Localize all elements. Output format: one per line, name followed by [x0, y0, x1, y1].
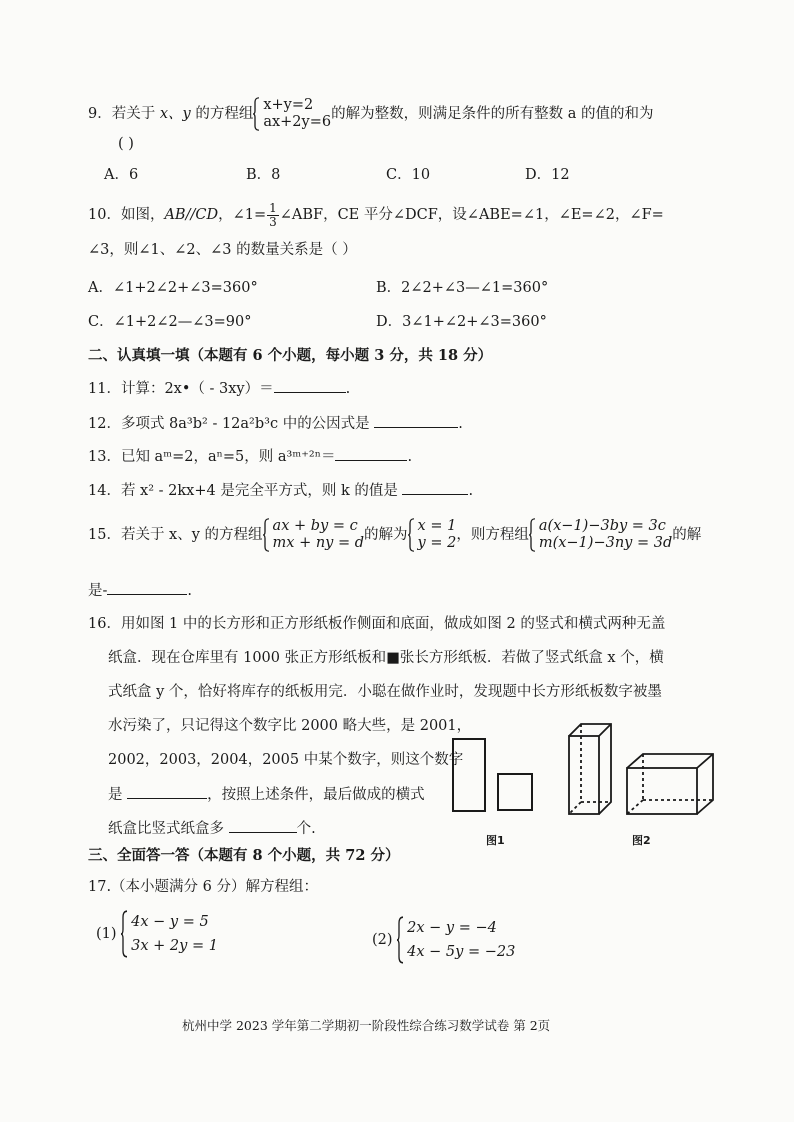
q14-answer-blank[interactable] — [402, 480, 468, 495]
q15-prefix: 15．若关于 x、y 的方程组 — [88, 527, 263, 543]
q10-angle1: ，∠1= — [218, 207, 267, 223]
q9-equation-system — [253, 97, 331, 131]
question-15 — [88, 512, 701, 558]
q17-part2-system — [397, 916, 515, 964]
question-17-title: 17.（本小题满分 6 分）解方程组： — [88, 879, 319, 895]
brace-icon — [408, 518, 415, 552]
q16-line2: 纸盒．现在仓库里有 1000 张正方形纸板和■张长方形纸板．若做了竖式纸盒 x 个，横 — [108, 650, 664, 666]
fig1-caption: 图1 — [486, 834, 505, 847]
q17-part1-label: (1) — [96, 926, 117, 942]
q9-option-d: D．12 — [525, 167, 570, 183]
q15-answer-prefix: 是- — [88, 583, 108, 599]
q16-line5: 2002，2003，2004，2005 中某个数字，则这个数字 — [108, 752, 464, 768]
q13-text: 13．已知 aᵐ=2，aⁿ=5，则 a³ᵐ⁺²ⁿ＝ — [88, 449, 336, 465]
q11-end: . — [345, 381, 351, 397]
question-13 — [88, 446, 412, 467]
fraction-numerator: 1 — [269, 200, 277, 215]
fig2-caption: 图2 — [632, 834, 651, 847]
q15-suffix: 的解 — [672, 527, 702, 543]
q12-end: . — [458, 416, 463, 432]
q10-option-a: A．∠1+2∠2+∠3=360° — [88, 280, 258, 296]
brace-icon — [263, 518, 270, 552]
q15-solution — [408, 518, 457, 552]
q16-answer-blank-1[interactable] — [127, 784, 207, 799]
question-9 — [88, 92, 653, 136]
q17-part2-eq2: 4x − 5y = −23 — [407, 944, 516, 960]
question-12 — [88, 413, 463, 434]
q10-rest: ∠ABF，CE 平分∠DCF，设∠ABE=∠1，∠E=∠2，∠F= — [279, 207, 664, 223]
q9-suffix: 的解为整数，则满足条件的所有整数 a 的值的和为 — [331, 106, 654, 122]
q10-intro: 10．如图， — [88, 207, 165, 223]
q16-line6-start: 是 — [108, 787, 123, 803]
q15-sys2-eq2: m(x−1)−3ny = 3d — [538, 535, 673, 551]
q16-line7-end: 个. — [296, 821, 316, 837]
question-11 — [88, 378, 350, 399]
q14-text: 14．若 x² - 2kx+4 是完全平方式，则 k 的值是 — [88, 483, 398, 499]
q16-answer-blank-2[interactable] — [229, 818, 297, 833]
q10-option-c: C．∠1+2∠2—∠3=90° — [88, 314, 252, 330]
q16-line1: 16．用如图 1 中的长方形和正方形纸板作侧面和底面，做成如图 2 的竖式和横式两种无盖 — [88, 616, 666, 632]
q17-part1-system — [121, 910, 218, 958]
q16-line3: 式纸盒 y 个，恰好将库存的纸板用完．小聪在做作业时，发现题中长方形纸板数字被墨 — [108, 684, 662, 700]
q9-option-c: C．10 — [386, 167, 431, 183]
q14-end: . — [468, 483, 474, 499]
q11-text: 11．计算：2x•（ - 3xy）＝ — [88, 381, 274, 397]
q10-option-b: B．2∠2+∠3—∠1=360° — [376, 280, 549, 296]
q9-eq1: x+y=2 — [263, 97, 314, 113]
q9-option-b: B．8 — [246, 167, 281, 183]
fig1-square — [497, 773, 533, 811]
section-3-heading: 三、全面答一答（本题有 8 个小题，共 72 分） — [88, 847, 400, 864]
q15-system-2 — [529, 518, 672, 552]
q10-parallel: AB//CD — [164, 207, 219, 223]
q15-sol-x: x = 1 — [417, 518, 457, 534]
question-10-line1 — [88, 200, 664, 230]
fig2-horizontal-box-back — [627, 754, 713, 814]
fraction-denominator: 3 — [269, 214, 277, 229]
q15-system-1 — [263, 518, 364, 552]
q9-mid: 的方程组 — [195, 106, 254, 122]
brace-icon — [529, 518, 536, 552]
q17-part1-eq1: 4x − y = 5 — [131, 914, 209, 930]
q16-line6-end: ，按照上述条件，最后做成的横式 — [207, 787, 425, 803]
question-14 — [88, 480, 473, 501]
brace-icon — [397, 916, 404, 964]
q17-part1 — [96, 908, 218, 960]
q16-line4: 水污染了，只记得这个数字比 2000 略大些，是 2001， — [108, 718, 472, 734]
q15-sys2-eq1: a(x−1)−3by = 3c — [538, 518, 666, 534]
fig2-boxes — [565, 718, 717, 818]
q15-mid2: ，则方程组 — [456, 527, 529, 543]
q16-line6 — [108, 784, 425, 805]
fig2-horizontal-box-front — [627, 768, 697, 814]
q15-answer-blank[interactable] — [107, 580, 187, 595]
q17-part1-eq2: 3x + 2y = 1 — [131, 938, 218, 954]
fig1-rectangle — [452, 738, 486, 812]
q11-answer-blank[interactable] — [274, 378, 346, 393]
brace-icon — [253, 97, 260, 131]
fig2-vertical-box-back — [569, 724, 611, 814]
q12-answer-blank[interactable] — [374, 413, 458, 428]
brace-icon — [121, 910, 128, 958]
q9-vars: x、y — [155, 106, 196, 122]
q15-sol-y: y = 2 — [417, 535, 457, 551]
q9-prefix: 9．若关于 — [88, 106, 156, 122]
q9-option-a: A．6 — [104, 167, 139, 183]
q17-part2-label: (2) — [372, 932, 393, 948]
q15-end: . — [187, 583, 193, 599]
page-footer: 杭州中学 2023 学年第二学期初一阶段性综合练习数学试卷 第 2页 — [182, 1018, 551, 1033]
q17-part2-eq1: 2x − y = −4 — [407, 920, 497, 936]
q16-line7-start: 纸盒比竖式纸盒多 — [108, 821, 224, 837]
q9-eq2: ax+2y=6 — [263, 114, 332, 130]
q15-sys1-eq1: ax + by = c — [272, 518, 358, 534]
q13-end: . — [407, 449, 413, 465]
q15-line2 — [88, 580, 192, 601]
q9-paren: ( ) — [118, 136, 134, 152]
section-2-heading: 二、认真填一填（本题有 6 个小题，每小题 3 分，共 18 分） — [88, 347, 493, 364]
q17-part2 — [372, 914, 515, 966]
q10-option-d: D．3∠1+∠2+∠3=360° — [376, 314, 547, 330]
q15-sys1-eq2: mx + ny = d — [272, 535, 365, 551]
q10-fraction — [267, 202, 279, 229]
q12-text: 12．多项式 8a³b² - 12a²b³c 中的公因式是 — [88, 416, 370, 432]
q16-line7 — [108, 818, 316, 839]
q13-answer-blank[interactable] — [335, 446, 407, 461]
q15-mid1: 的解为 — [364, 527, 408, 543]
question-10-line2: ∠3，则∠1、∠2、∠3 的数量关系是（ ） — [88, 242, 357, 258]
